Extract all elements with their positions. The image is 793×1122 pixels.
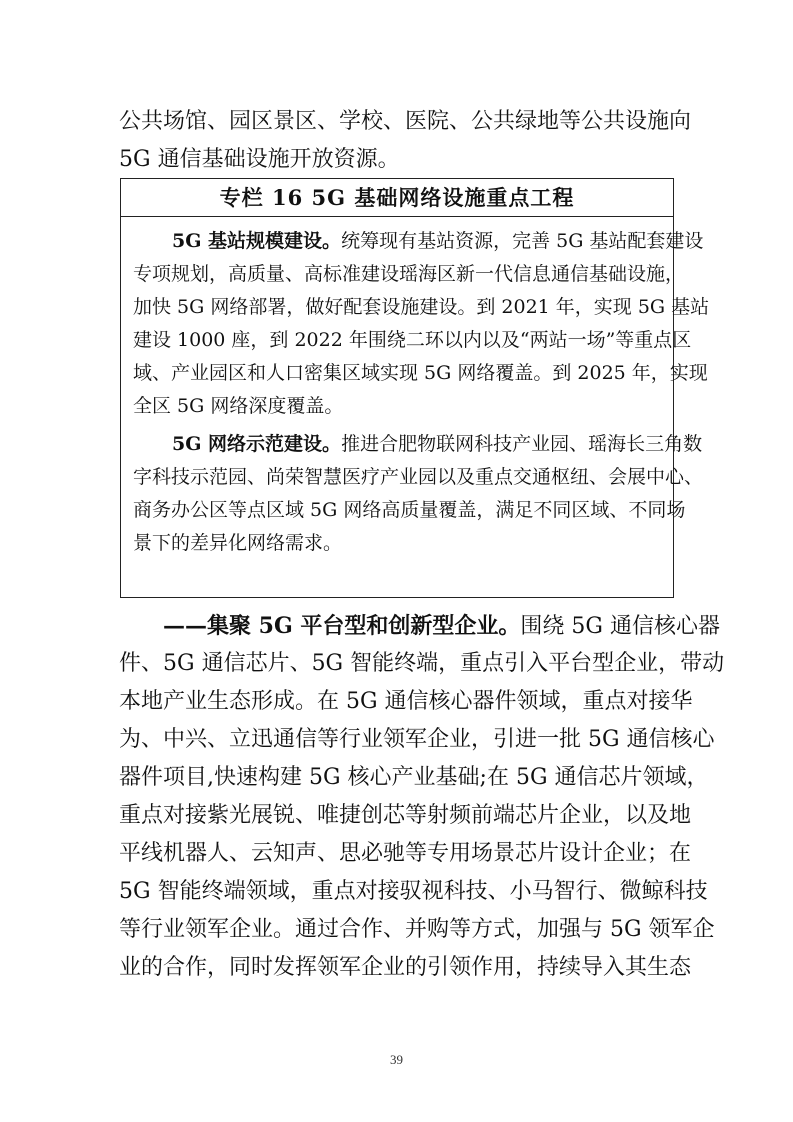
box-para1-heading: 5G 基站规模建设。 (172, 230, 342, 252)
box-para2-line-2: 字科技示范园、尚荣智慧医疗产业园以及重点交通枢纽、会展中心、 (133, 466, 704, 488)
section-heading: ——集聚 5G 平台型和创新型企业。 (163, 613, 521, 639)
box-para1-line-4: 建设 1000 座，到 2022 年围绕二环以内以及“两站一场”等重点区 (133, 329, 692, 351)
section-line-10: 业的合作，同时发挥领军企业的引领作用，持续导入其生态 (119, 955, 692, 980)
section-line-4: 为、中兴、立迅通信等行业领军企业，引进一批 5G 通信核心 (119, 727, 715, 752)
section-line-5: 器件项目,快速构建 5G 核心产业基础;在 5G 通信芯片领域， (119, 765, 709, 790)
section-line-9: 等行业领军企业。通过合作、并购等方式，加强与 5G 领军企 (119, 917, 715, 942)
box-para2-text: 推进合肥物联网科技产业园、瑶海长三角数 (341, 433, 703, 455)
box-para1-text: 统筹现有基站资源，完善 5G 基站配套建设 (341, 230, 704, 252)
box-para2-heading: 5G 网络示范建设。 (172, 433, 342, 455)
box-para1-line-6: 全区 5G 网络深度覆盖。 (133, 395, 344, 417)
section-line-7: 平线机器人、云知声、思必驰等专用场景芯片设计企业；在 (119, 841, 692, 866)
box-para2-line-3: 商务办公区等点区域 5G 网络高质量覆盖，满足不同区域、不同场 (133, 499, 686, 521)
box-para1-line-2: 专项规划，高质量、高标准建设瑶海区新一代信息通信基础设施， (133, 263, 685, 285)
page-number: 39 (390, 1052, 403, 1067)
box-para1-line-3: 加快 5G 网络部署，做好配套设施建设。到 2021 年，实现 5G 基站 (133, 296, 710, 318)
section-line-8: 5G 智能终端领域，重点对接驭视科技、小马智行、微鲸科技 (119, 879, 708, 904)
intro-line-2: 5G 通信基础设施开放资源。 (119, 147, 400, 172)
feature-box-header (121, 179, 673, 217)
feature-box-title: 专栏 16 5G 基础网络设施重点工程 (219, 185, 575, 210)
box-para2-line-4: 景下的差异化网络需求。 (133, 532, 343, 554)
section-line-3: 本地产业生态形成。在 5G 通信核心器件领域，重点对接华 (119, 689, 693, 714)
section-line-2: 件、5G 通信芯片、5G 智能终端，重点引入平台型企业，带动 (119, 651, 725, 676)
section-line-1 (119, 607, 720, 645)
box-para1-line-5: 域、产业园区和人口密集区域实现 5G 网络覆盖。到 2025 年，实现 (133, 362, 708, 384)
feature-box (120, 178, 710, 598)
section-line-6: 重点对接紫光展锐、唯捷创芯等射频前端芯片企业，以及地 (119, 803, 692, 828)
intro-line-1: 公共场馆、园区景区、学校、医院、公共绿地等公共设施向 (119, 109, 692, 134)
box-para1-line-1 (133, 225, 703, 258)
section-text: 围绕 5G 通信核心器 (520, 614, 720, 639)
box-para2-line-1 (133, 428, 702, 461)
